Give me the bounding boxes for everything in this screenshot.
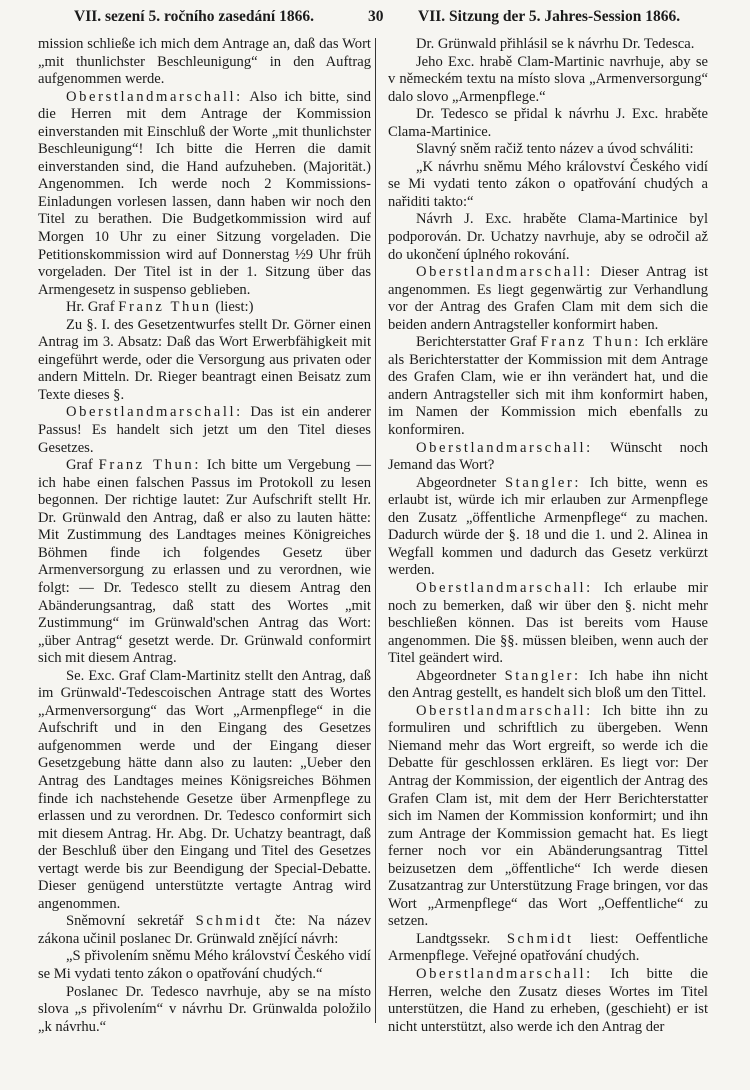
paragraph-text: Zu §. I. des Gesetzentwurfes stellt Dr. Görner einen Antrag im 3. Absatz: Daß das Wort Erwerbfähigkeit mit eingeführt werde, oder die Versorgung aus privaten oder andern Mitteln. Dr. Rieger beantragt einen Beisatz zum Texte dieses §. [38,316,371,403]
paragraph-text: čte: Na název zákona učinil poslanec Dr. Grünwald znějící návrh: [38,913,371,947]
paragraph-text: Návrh J. Exc. hraběte Clama-Martinice byl podporován. Dr. Uchatzy navrhuje, aby se odročil až do ukončení úplného rokování. [388,211,708,263]
paragraph [388,440,708,475]
paragraph [388,668,708,703]
paragraph [38,913,371,948]
paragraph [388,931,708,966]
paragraph [38,457,371,668]
paragraph [38,948,371,983]
speaker-name: Oberstlandmarschall: [416,439,593,456]
paragraph [388,106,708,141]
paragraph [388,36,708,54]
paragraph-text: „S přivolením sněmu Mého království Českého vidí se Mi vydati tento zákon o opatřování chudých.“ [38,948,371,982]
paragraph [388,703,708,931]
paragraph-text: Ich erlaube mir noch zu bemerken, daß wir über den §. nicht mehr beschließen können. Das ist bereits vom Hause angenommen. Die §§. müssen bleiben, wenn auch der Titel geändert wird. [388,579,708,667]
paragraph [38,89,371,300]
speaker-name: Oberstlandmarschall: [416,264,593,281]
paragraph-text: Jeho Exc. hrabě Clam-Martinic navrhuje, aby se v německém textu na místo slova „Armenversorgung“ dalo slovo „Armenpflege.“ [388,53,708,105]
paragraph [388,211,708,264]
paragraph-text: Das ist ein anderer Passus! Es handelt sich jetzt um den Titel dieses Gesetzes. [38,404,371,456]
paragraph-lead: Hr. Graf [66,299,119,316]
paragraph [38,984,371,1037]
paragraph-text: Ich bitte um Vergebung — ich habe einen falschen Passus im Protokoll zu lesen begonnen. Der richtige lautet: Zur Aufschrift stellt Hr. Dr. Grünwald den Antrag, daß er also zu lauten hätte: Mit Zustimmung des Landtages meines Königreiches Böhmen finde ich folgendes Gesetz über Armenversorgung zu erlassen und zu verordnen, wie folgt: — Dr. Tedesco stellt zu diesem Antrag den Abänderungsantrag, daß statt des Wortes „mit Zustimmung“ im Grünwald'schen Antrag das Wort: „über Antrag“ gesetzt werde. Dr. Grünwald conformirt sich mit diesem Antrag. [38,457,371,667]
paragraph [388,264,708,334]
paragraph-text: Slavný sněm račiž tento název a úvod schváliti: [416,141,694,158]
paragraph-text: Se. Exc. Graf Clam-Martinitz stellt den Antrag, daß im Grünwald'-Tedescoischen Antrage statt des Wortes „Armenversorgung“ das Wort „Armenpflege“ in die Aufschrift und in den Eingang des Gesetzes aufgenommen werde und der Eingang dieser Gesetzgebung hätte dann also zu lauten: „Ueber den Antrag des Landtages meines Königsreiches Böhmen finde ich nachstehende Gesetze über Armenpflege zu erlassen und zu verordnen. Dr. Tedesco conformirt sich mit diesem Antrag. Hr. Abg. Dr. Uchatzy beantragt, daß der Beschluß über den Eingang und Titel des Gesetzes vertagt werde bis zur Beendigung der Special-Debatte. Dieser genügend unterstützte vertagte Antrag wird angenommen. [38,667,371,912]
speaker-name: Oberstlandmarschall: [416,579,593,596]
paragraph-text: Ich bitte die Herren, welche den Zusatz dieses Wortes im Titel unterstützen, die Hand zu erheben, (geschieht) er ist nicht unterstützt, also werde ich den Antrag der [388,965,708,1035]
paragraph [388,475,708,580]
paragraph-text: Ich erkläre als Berichterstatter der Kommission mit dem Antrage des Grafen Clam, wie er ihn verändert hat, und die andern Antragsteller sich mit ihm konformirt haben, im Namen der Kommission mich ebenfalls zu konformiren. [388,334,709,439]
paragraph-text: Dr. Grünwald přihlásil se k návrhu Dr. Tedesca. [416,36,695,52]
paragraph-lead: Graf [66,457,99,474]
paragraph-lead: Landtgssekr. [416,930,507,947]
right-column [388,36,708,1036]
paragraph-lead: Berichterstatter Graf [416,334,541,351]
paragraph [388,54,708,107]
paragraph-lead: Abgeordneter [416,667,505,684]
paragraph-text: Poslanec Dr. Tedesco navrhuje, aby se na místo slova „s přivolením“ v návrhu Dr. Grünwalda položilo „k návrhu.“ [38,983,371,1035]
paragraph-text: liest: Oeffentliche Armenpflege. Veřejné opatřování chudých. [388,930,708,965]
paragraph-text: mission schließe ich mich dem Antrage an, daß das Wort „mit thunlichster Beschleunigung“ in den Auftrag aufgenommen werde. [38,36,371,88]
speaker-name: Oberstlandmarschall: [66,404,243,421]
speaker-name: Franz Thun: [540,334,641,351]
speaker-name: Schmidt [195,913,263,930]
paragraph-text: Wünscht noch Jemand das Wort? [388,439,708,474]
page-number: 30 [368,8,384,25]
paragraph [38,668,371,914]
paragraph [388,334,708,439]
column-divider [375,38,376,1023]
paragraph-text: (liest:) [211,299,254,316]
paragraph [388,580,708,668]
paragraph [38,404,371,457]
paragraph-text: Ich habe ihn nicht den Antrag gestellt, es handelt sich bloß um den Tittel. [388,667,708,702]
speaker-name: Oberstlandmarschall: [416,965,593,982]
speaker-name: Franz Thun: [98,457,201,474]
speaker-name: Schmidt [506,930,574,947]
paragraph [38,36,371,89]
speaker-name: Oberstlandmarschall: [416,702,593,719]
speaker-name: Oberstlandmarschall: [66,88,243,105]
paragraph [38,317,371,405]
paragraph-text: Also ich bitte, sind die Herren mit dem Antrage der Kommission einverstanden mit Einschluß der Worte „mit thunlichster Beschleunigung“! Ich bitte die Herren die damit einverstanden sind, die Hand aufzuheben. (Majorität.) Angenommen. Ich werde noch 2 Kommissions-Einladungen vorlesen lassen, dann haben wir noch den Titel zu berathen. Die Budgetkommission wird auf Morgen 10 Uhr zu einer Sitzung vorgeladen. Die Petitionskommission wird auf Donnerstag ½9 Uhr früh vorgeladen. Der Titel ist in der 1. Sitzung über das Armengesetz in suspenso geblieben. [38,88,371,298]
paragraph-lead: Sněmovní sekretář [66,913,196,930]
paragraph-text: Dieser Antrag ist angenommen. Es liegt gegenwärtig zur Verhandlung vor der Antrag des Grafen Clam mit dem sich die beiden andern Antragsteller konformirt haben. [388,264,708,333]
paragraph [388,141,708,159]
paragraph [388,159,708,212]
paragraph-text: „K návrhu sněmu Mého království Českého vidí se Mi vydati tento zákon o opatřování chudých a nařiditi takto:“ [388,158,708,210]
paragraph-text: Dr. Tedesco se přidal k návrhu J. Exc. hraběte Clama-Martinice. [388,106,708,140]
paragraph-text: Ich bitte, wenn es erlaubt ist, würde ich mir erlauben zur Armenpflege den Zusatz „öffentliche Armenpflege“ zu machen. Dadurch würde der §. 18 und die 1. und 2. Alinea in Wegfall kommen und dadurch das Gesetz verkürzt werden. [388,474,708,579]
speaker-name: Stangler: [504,667,581,684]
speaker-name: Franz Thun [118,299,212,316]
paragraph [38,299,371,317]
paragraph [388,966,708,1036]
left-column [38,36,371,1036]
running-header-german: VII. Sitzung der 5. Jahres-Session 1866. [418,8,681,25]
paragraph-text: Ich bitte ihn zu formuliren und schriftlich zu übergeben. Wenn Niemand mehr das Wort ergreift, so werde ich die Debatte für geschlossen erklären. Es liegt vor: Der Antrag der Kommission, der eigentlich der Antrag des Grafen Clam ist, mit dem der Herr Berichterstatter sich im Namen der Kommission konformirt; und ihn zum Antrage der Kommission gemacht hat. Es liegt ferner noch vor ein Abänderungsantrag Tittel beizusetzen dem „öffentliche“ Ich werde diesen Zusatzantrag zur Unterstützung Frage bringen, vor das Wort „Armenpflege“ das Wort „Oeffentliche“ zu setzen. [388,702,708,930]
paragraph-lead: Abgeordneter [416,474,505,491]
running-header-czech: VII. sezení 5. ročního zasedání 1866. [74,8,314,25]
speaker-name: Stangler: [504,474,582,491]
